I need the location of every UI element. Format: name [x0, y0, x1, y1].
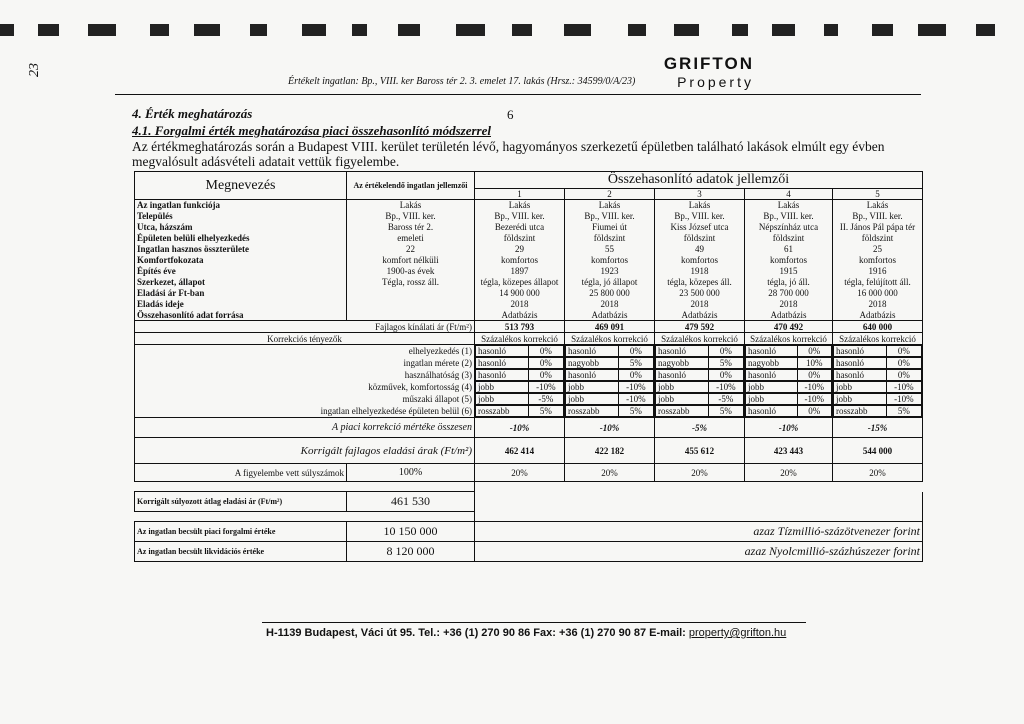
comparable-value: Adatbázis	[655, 310, 745, 321]
scan-bar-block	[38, 24, 59, 36]
section-title: 4. Érték meghatározás	[132, 106, 253, 121]
liquidation-row	[135, 542, 923, 562]
correction-rating: hasonló	[834, 346, 887, 357]
correction-header: Százalékos korrekció	[565, 333, 655, 345]
corrected-price: 462 414	[475, 438, 565, 464]
comparable-value: 14 900 000	[475, 288, 565, 299]
footer-email[interactable]: property@grifton.hu	[688, 627, 787, 639]
correction-cell	[745, 369, 833, 381]
scan-bar-block	[398, 24, 420, 36]
comparable-value: Bp., VIII. ker.	[565, 211, 655, 222]
correction-cell	[475, 345, 565, 358]
correction-row	[135, 357, 923, 369]
comparable-value: tégla, jó állapot	[565, 277, 655, 288]
total-correction: -10%	[565, 418, 655, 438]
correction-percent: -10%	[618, 382, 653, 393]
subject-value	[347, 288, 475, 299]
subject-value: komfort nélküli	[347, 255, 475, 266]
property-row	[135, 277, 923, 288]
correction-row	[135, 345, 923, 358]
scan-bar-block	[352, 24, 367, 36]
scan-bar-block	[0, 24, 14, 36]
weights-label: A figyelembe vett súlyszámok	[135, 464, 347, 482]
weighted-avg-value: 461 530	[347, 492, 475, 512]
comparable-value: földszint	[655, 233, 745, 244]
correction-percent: -5%	[528, 394, 563, 405]
correction-cell	[565, 405, 655, 418]
unit-price: 469 091	[565, 321, 655, 333]
correction-percent: -10%	[528, 382, 563, 393]
row-label: Komfortfokozata	[135, 255, 347, 266]
scan-bar-block	[512, 24, 532, 36]
correction-rating: hasonló	[566, 370, 619, 381]
scan-bar-block	[564, 24, 591, 36]
total-correction: -15%	[833, 418, 923, 438]
comparable-value: komfortos	[745, 255, 833, 266]
weighted-avg-label: Korrigált súlyozott átlag eladási ár (Ft/m²)	[135, 492, 347, 512]
property-row	[135, 288, 923, 299]
brand-sub: Property	[677, 74, 754, 90]
comparable-value: földszint	[475, 233, 565, 244]
scan-bar-block	[732, 24, 748, 36]
correction-rating: hasonló	[566, 346, 619, 357]
correction-rating: jobb	[746, 394, 798, 405]
market-value-row	[135, 522, 923, 542]
correction-percent: 10%	[797, 358, 831, 369]
unit-price: 470 492	[745, 321, 833, 333]
comparable-value: II. János Pál pápa tér	[833, 222, 923, 233]
intro-paragraph: Az értékmeghatározás során a Budapest VIII. kerület területén lévő, hagyományos szerkezetű épületben található lakások elmúlt egy évben megvalósult adásvételi adatait vettük figyelembe.	[132, 139, 885, 169]
comparable-value: földszint	[745, 233, 833, 244]
comparable-value: Adatbázis	[565, 310, 655, 321]
comparable-value: Kiss József utca	[655, 222, 745, 233]
subject-value: Lakás	[347, 200, 475, 211]
correction-percent: 5%	[708, 358, 743, 369]
correction-rating: hasonló	[656, 346, 709, 357]
correction-percent: 5%	[708, 406, 743, 417]
correction-cell	[745, 405, 833, 418]
col-header-comparables: Összehasonlító adatok jellemzői	[475, 172, 923, 189]
header-rule	[115, 94, 921, 95]
correction-percent: -5%	[708, 394, 743, 405]
correction-percent: 0%	[886, 370, 921, 381]
property-row	[135, 255, 923, 266]
row-label: Eladási ár Ft-ban	[135, 288, 347, 299]
correction-percent: -10%	[797, 394, 831, 405]
correction-rating: hasonló	[746, 346, 798, 357]
correction-cell	[565, 357, 655, 369]
correction-percent: 0%	[528, 370, 563, 381]
unit-price: 479 592	[655, 321, 745, 333]
scan-noise-bar	[0, 22, 1024, 38]
correction-rating: jobb	[656, 394, 709, 405]
comparable-value: Adatbázis	[745, 310, 833, 321]
footer	[266, 627, 786, 639]
corrected-price: 455 612	[655, 438, 745, 464]
correction-percent: 0%	[886, 346, 921, 357]
liquidation-value: 8 120 000	[347, 542, 475, 562]
correction-rating: jobb	[656, 382, 709, 393]
property-row	[135, 299, 923, 310]
correction-cell	[745, 357, 833, 369]
liquidation-label: Az ingatlan becsült likvidációs értéke	[135, 542, 347, 562]
property-row	[135, 222, 923, 233]
correction-rating: hasonló	[834, 358, 887, 369]
scan-bar-block	[88, 24, 116, 36]
correction-cell	[565, 369, 655, 381]
comparable-value: komfortos	[475, 255, 565, 266]
subject-value	[347, 299, 475, 310]
scan-bar-block	[976, 24, 995, 36]
correction-cell	[655, 357, 745, 369]
corrected-price: 423 443	[745, 438, 833, 464]
correction-rating: rosszabb	[834, 406, 887, 417]
comparable-value: Lakás	[565, 200, 655, 211]
comparable-value: 1897	[475, 266, 565, 277]
weight: 20%	[833, 464, 923, 482]
comparable-value: 55	[565, 244, 655, 255]
page-number: 6	[507, 107, 514, 122]
comparable-value: 1915	[745, 266, 833, 277]
correction-cell	[833, 345, 923, 358]
col-header-subject: Az értékelendő ingatlan jellemzői	[347, 172, 475, 200]
correction-row	[135, 381, 923, 393]
comparable-value: földszint	[565, 233, 655, 244]
subject-weight: 100%	[347, 464, 475, 482]
correction-cell	[745, 345, 833, 358]
comparable-number: 3	[655, 189, 745, 200]
correction-percent: 0%	[797, 370, 831, 381]
correction-rating: rosszabb	[656, 406, 709, 417]
comparable-value: 25 800 000	[565, 288, 655, 299]
comparable-value: Bp., VIII. ker.	[655, 211, 745, 222]
scan-bar-block	[918, 24, 946, 36]
comparable-value: komfortos	[655, 255, 745, 266]
comparable-value: 2018	[655, 299, 745, 310]
total-correction: -10%	[745, 418, 833, 438]
correction-cell	[833, 393, 923, 405]
weights-row	[135, 464, 923, 482]
comparable-value: Adatbázis	[833, 310, 923, 321]
correction-label: közművek, komfortosság (4)	[135, 381, 475, 393]
correction-cell	[565, 345, 655, 358]
correction-percent: 0%	[797, 406, 831, 417]
subject-value: Bp., VIII. ker.	[347, 211, 475, 222]
correction-rating: nagyobb	[746, 358, 798, 369]
weight: 20%	[475, 464, 565, 482]
correction-rating: hasonló	[656, 370, 709, 381]
correction-rating: jobb	[476, 382, 529, 393]
weight: 20%	[655, 464, 745, 482]
correction-label: műszaki állapot (5)	[135, 393, 475, 405]
comparable-value: földszint	[833, 233, 923, 244]
scan-bar-block	[150, 24, 169, 36]
weight: 20%	[745, 464, 833, 482]
correction-cell	[833, 405, 923, 418]
correction-header: Százalékos korrekció	[475, 333, 565, 345]
comparable-value: Lakás	[745, 200, 833, 211]
correction-rating: hasonló	[476, 370, 529, 381]
property-row	[135, 266, 923, 277]
row-label: Épületen belüli elhelyezkedés	[135, 233, 347, 244]
correction-rating: rosszabb	[476, 406, 529, 417]
comparable-value: Bp., VIII. ker.	[475, 211, 565, 222]
comparable-value: Népszínház utca	[745, 222, 833, 233]
correction-cell	[475, 369, 565, 381]
correction-rating: hasonló	[834, 370, 887, 381]
comparable-value: 2018	[475, 299, 565, 310]
correction-label: elhelyezkedés (1)	[135, 345, 475, 358]
subject-value	[347, 310, 475, 321]
unit-price: 640 000	[833, 321, 923, 333]
row-label: Település	[135, 211, 347, 222]
page-mark: 23	[27, 63, 42, 77]
correction-cell	[655, 405, 745, 418]
valuation-table	[134, 171, 923, 562]
footer-rule	[262, 622, 806, 623]
comparable-value: tégla, közepes állapot	[475, 277, 565, 288]
property-row	[135, 310, 923, 321]
scan-bar-block	[674, 24, 699, 36]
comparable-value: 23 500 000	[655, 288, 745, 299]
market-value-label: Az ingatlan becsült piaci forgalmi értéke	[135, 522, 347, 542]
correction-header: Százalékos korrekció	[833, 333, 923, 345]
total-correction: -10%	[475, 418, 565, 438]
correction-label: használhatóság (3)	[135, 369, 475, 381]
market-value: 10 150 000	[347, 522, 475, 542]
correction-header: Százalékos korrekció	[745, 333, 833, 345]
comparable-value: 29	[475, 244, 565, 255]
property-row	[135, 211, 923, 222]
correction-rating: hasonló	[746, 370, 798, 381]
row-label: Utca, házszám	[135, 222, 347, 233]
property-row	[135, 244, 923, 255]
correction-cell	[655, 393, 745, 405]
comparable-value: Lakás	[655, 200, 745, 211]
comparable-value: Lakás	[475, 200, 565, 211]
comparable-value: Fiumei út	[565, 222, 655, 233]
comparable-number: 1	[475, 189, 565, 200]
correction-percent: 5%	[528, 406, 563, 417]
liquidation-words: azaz Nyolcmillió-százhúszezer forint	[475, 542, 923, 562]
comparable-value: 28 700 000	[745, 288, 833, 299]
correction-row	[135, 393, 923, 405]
correction-rating: jobb	[834, 394, 887, 405]
unit-price-row	[135, 321, 923, 333]
comparable-value: 61	[745, 244, 833, 255]
brand-logo	[664, 54, 754, 90]
correction-percent: -10%	[618, 394, 653, 405]
correction-percent: 0%	[708, 370, 743, 381]
correction-rating: jobb	[476, 394, 529, 405]
correction-label: ingatlan mérete (2)	[135, 357, 475, 369]
comparable-value: komfortos	[565, 255, 655, 266]
scan-bar-block	[872, 24, 893, 36]
comparable-value: Bezerédi utca	[475, 222, 565, 233]
row-label: Építés éve	[135, 266, 347, 277]
correction-cell	[745, 381, 833, 393]
comparable-value: Bp., VIII. ker.	[745, 211, 833, 222]
correction-percent: 0%	[618, 370, 653, 381]
correction-percent: -10%	[708, 382, 743, 393]
correction-cell	[475, 393, 565, 405]
correction-percent: -10%	[886, 394, 921, 405]
correction-cell	[833, 369, 923, 381]
correction-rating: jobb	[566, 382, 619, 393]
scan-bar-block	[456, 24, 485, 36]
col-header-name: Megnevezés	[135, 172, 347, 200]
row-label: Szerkezet, állapot	[135, 277, 347, 288]
correction-rating: rosszabb	[566, 406, 619, 417]
correction-cell	[655, 381, 745, 393]
correction-cell	[565, 381, 655, 393]
comparable-value: Adatbázis	[475, 310, 565, 321]
correction-percent: 0%	[528, 358, 563, 369]
correction-cell	[745, 393, 833, 405]
report-header-address: Értékelt ingatlan: Bp., VIII. ker Baross tér 2. 3. emelet 17. lakás (Hrsz.: 34599/0/A/23)	[288, 76, 636, 87]
correction-percent: 0%	[708, 346, 743, 357]
comparable-value: 1918	[655, 266, 745, 277]
subject-value: Tégla, rossz áll.	[347, 277, 475, 288]
correction-header-row	[135, 333, 923, 345]
corrected-price-label: Korrigált fajlagos eladási árak (Ft/m²)	[135, 438, 475, 464]
total-correction-row	[135, 418, 923, 438]
comparable-value: tégla, jó áll.	[745, 277, 833, 288]
subject-value: emeleti	[347, 233, 475, 244]
correction-header: Százalékos korrekció	[655, 333, 745, 345]
comparable-value: 2018	[745, 299, 833, 310]
correction-rating: nagyobb	[566, 358, 619, 369]
comparable-value: tégla, felújított áll.	[833, 277, 923, 288]
correction-cell	[475, 357, 565, 369]
total-correction-label: A piaci korrekció mértéke összesen	[135, 418, 475, 438]
weight: 20%	[565, 464, 655, 482]
correction-rating: hasonló	[476, 346, 529, 357]
scan-bar-block	[628, 24, 646, 36]
comparable-value: Lakás	[833, 200, 923, 211]
correction-percent: 5%	[618, 358, 653, 369]
correction-percent: 0%	[886, 358, 921, 369]
scan-bar-block	[824, 24, 838, 36]
property-row	[135, 200, 923, 211]
correction-row	[135, 369, 923, 381]
correction-cell	[833, 381, 923, 393]
row-label: Ingatlan hasznos összterülete	[135, 244, 347, 255]
correction-cell	[655, 369, 745, 381]
comparable-value: 2018	[565, 299, 655, 310]
correction-rows	[135, 345, 923, 418]
correction-rating: nagyobb	[656, 358, 709, 369]
subject-value: 1900-as évek	[347, 266, 475, 277]
subject-value: Baross tér 2.	[347, 222, 475, 233]
correction-percent: -10%	[886, 382, 921, 393]
corrected-price: 422 182	[565, 438, 655, 464]
total-correction: -5%	[655, 418, 745, 438]
property-row	[135, 233, 923, 244]
correction-cell	[655, 345, 745, 358]
row-label: Az ingatlan funkciója	[135, 200, 347, 211]
corrected-price: 544 000	[833, 438, 923, 464]
scan-bar-block	[194, 24, 220, 36]
correction-factors-label: Korrekciós tényezők	[135, 333, 475, 345]
correction-percent: 5%	[618, 406, 653, 417]
correction-cell	[833, 357, 923, 369]
row-label: Összehasonlító adat forrása	[135, 310, 347, 321]
comparable-value: komfortos	[833, 255, 923, 266]
comparable-value: 49	[655, 244, 745, 255]
correction-cell	[475, 381, 565, 393]
comparable-value: 2018	[833, 299, 923, 310]
comparable-number: 4	[745, 189, 833, 200]
correction-cell	[565, 393, 655, 405]
market-value-words: azaz Tízmillió-százötvenezer forint	[475, 522, 923, 542]
correction-rating: jobb	[746, 382, 798, 393]
footer-address: H-1139 Budapest, Váci út 95. Tel.: +36 (1) 270 90 86 Fax: +36 (1) 270 90 87 E-mail:	[266, 627, 686, 639]
section-subtitle: 4.1. Forgalmi érték meghatározása piaci összehasonlító módszerrel	[132, 123, 491, 138]
scan-bar-block	[302, 24, 326, 36]
correction-rating: jobb	[834, 382, 887, 393]
property-rows	[135, 200, 923, 321]
comparable-value: 1916	[833, 266, 923, 277]
correction-label: ingatlan elhelyezkedése épületen belül (6)	[135, 405, 475, 418]
correction-percent: 0%	[528, 346, 563, 357]
correction-rating: jobb	[566, 394, 619, 405]
scan-bar-block	[250, 24, 267, 36]
correction-percent: 5%	[886, 406, 921, 417]
comparable-value: 25	[833, 244, 923, 255]
weighted-avg-row	[135, 492, 923, 512]
correction-percent: 0%	[618, 346, 653, 357]
unit-price-label: Fajlagos kínálati ár (Ft/m²)	[135, 321, 475, 333]
correction-cell	[475, 405, 565, 418]
correction-rating: hasonló	[476, 358, 529, 369]
comparable-value: tégla, közepes áll.	[655, 277, 745, 288]
subject-value: 22	[347, 244, 475, 255]
unit-price: 513 793	[475, 321, 565, 333]
comparable-value: 16 000 000	[833, 288, 923, 299]
correction-percent: 0%	[797, 346, 831, 357]
corrected-price-row	[135, 438, 923, 464]
row-label: Eladás ideje	[135, 299, 347, 310]
correction-row	[135, 405, 923, 418]
brand-name: GRIFTON	[663, 54, 754, 73]
scan-bar-block	[772, 24, 795, 36]
comparable-number: 2	[565, 189, 655, 200]
correction-percent: -10%	[797, 382, 831, 393]
correction-rating: hasonló	[746, 406, 798, 417]
comparable-value: 1923	[565, 266, 655, 277]
comparable-number: 5	[833, 189, 923, 200]
comparable-value: Bp., VIII. ker.	[833, 211, 923, 222]
